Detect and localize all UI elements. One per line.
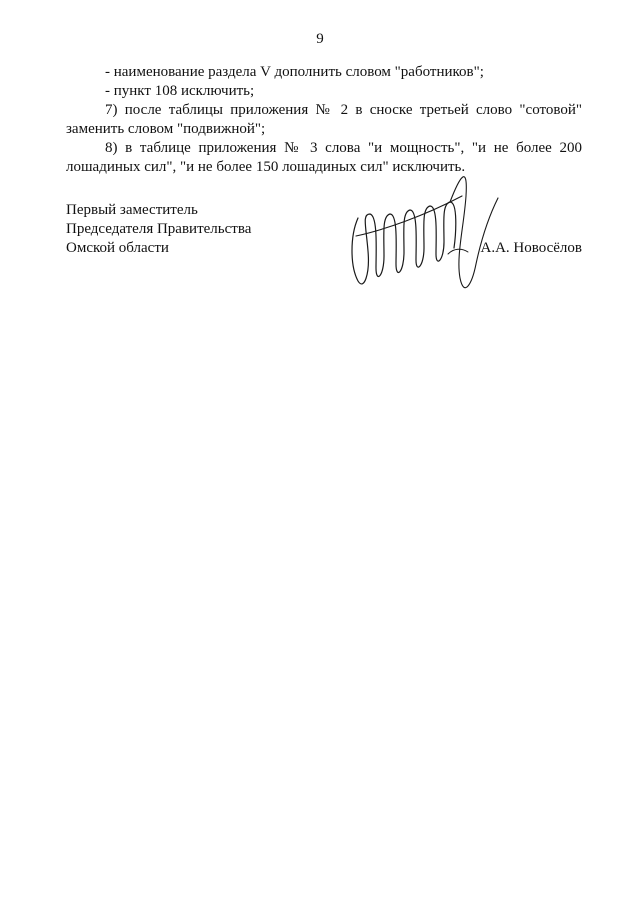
signer-position-line: Председателя Правительства [66,221,252,237]
signature-stroke-hook [448,249,468,254]
signature-stroke-tail [450,177,498,288]
page-number: 9 [316,31,324,47]
document-body [66,63,582,177]
signature-stroke-loops [352,202,456,284]
paragraph-item-108: - пункт 108 исключить; [105,83,255,99]
paragraph-section-v-rename: - наименование раздела V дополнить словом "работников"; [105,64,484,80]
handwritten-signature [344,156,504,316]
signer-position-line: Первый заместитель [66,202,198,218]
signer-position [66,201,251,258]
signer-position-line: Омской области [66,240,169,256]
paragraph-item-8: 8) в таблице приложения № 3 слова "и мощность", "и не более 200 лошадиных сил", "и не более 150 лошадиных сил" исключить. [66,140,582,175]
signer-name: А.А. Новосёлов [480,240,582,256]
signature-block [66,201,582,311]
paragraph-item-7: 7) после таблицы приложения № 2 в сноске третьей слово "сотовой" заменить словом "подвижной"; [66,102,582,137]
